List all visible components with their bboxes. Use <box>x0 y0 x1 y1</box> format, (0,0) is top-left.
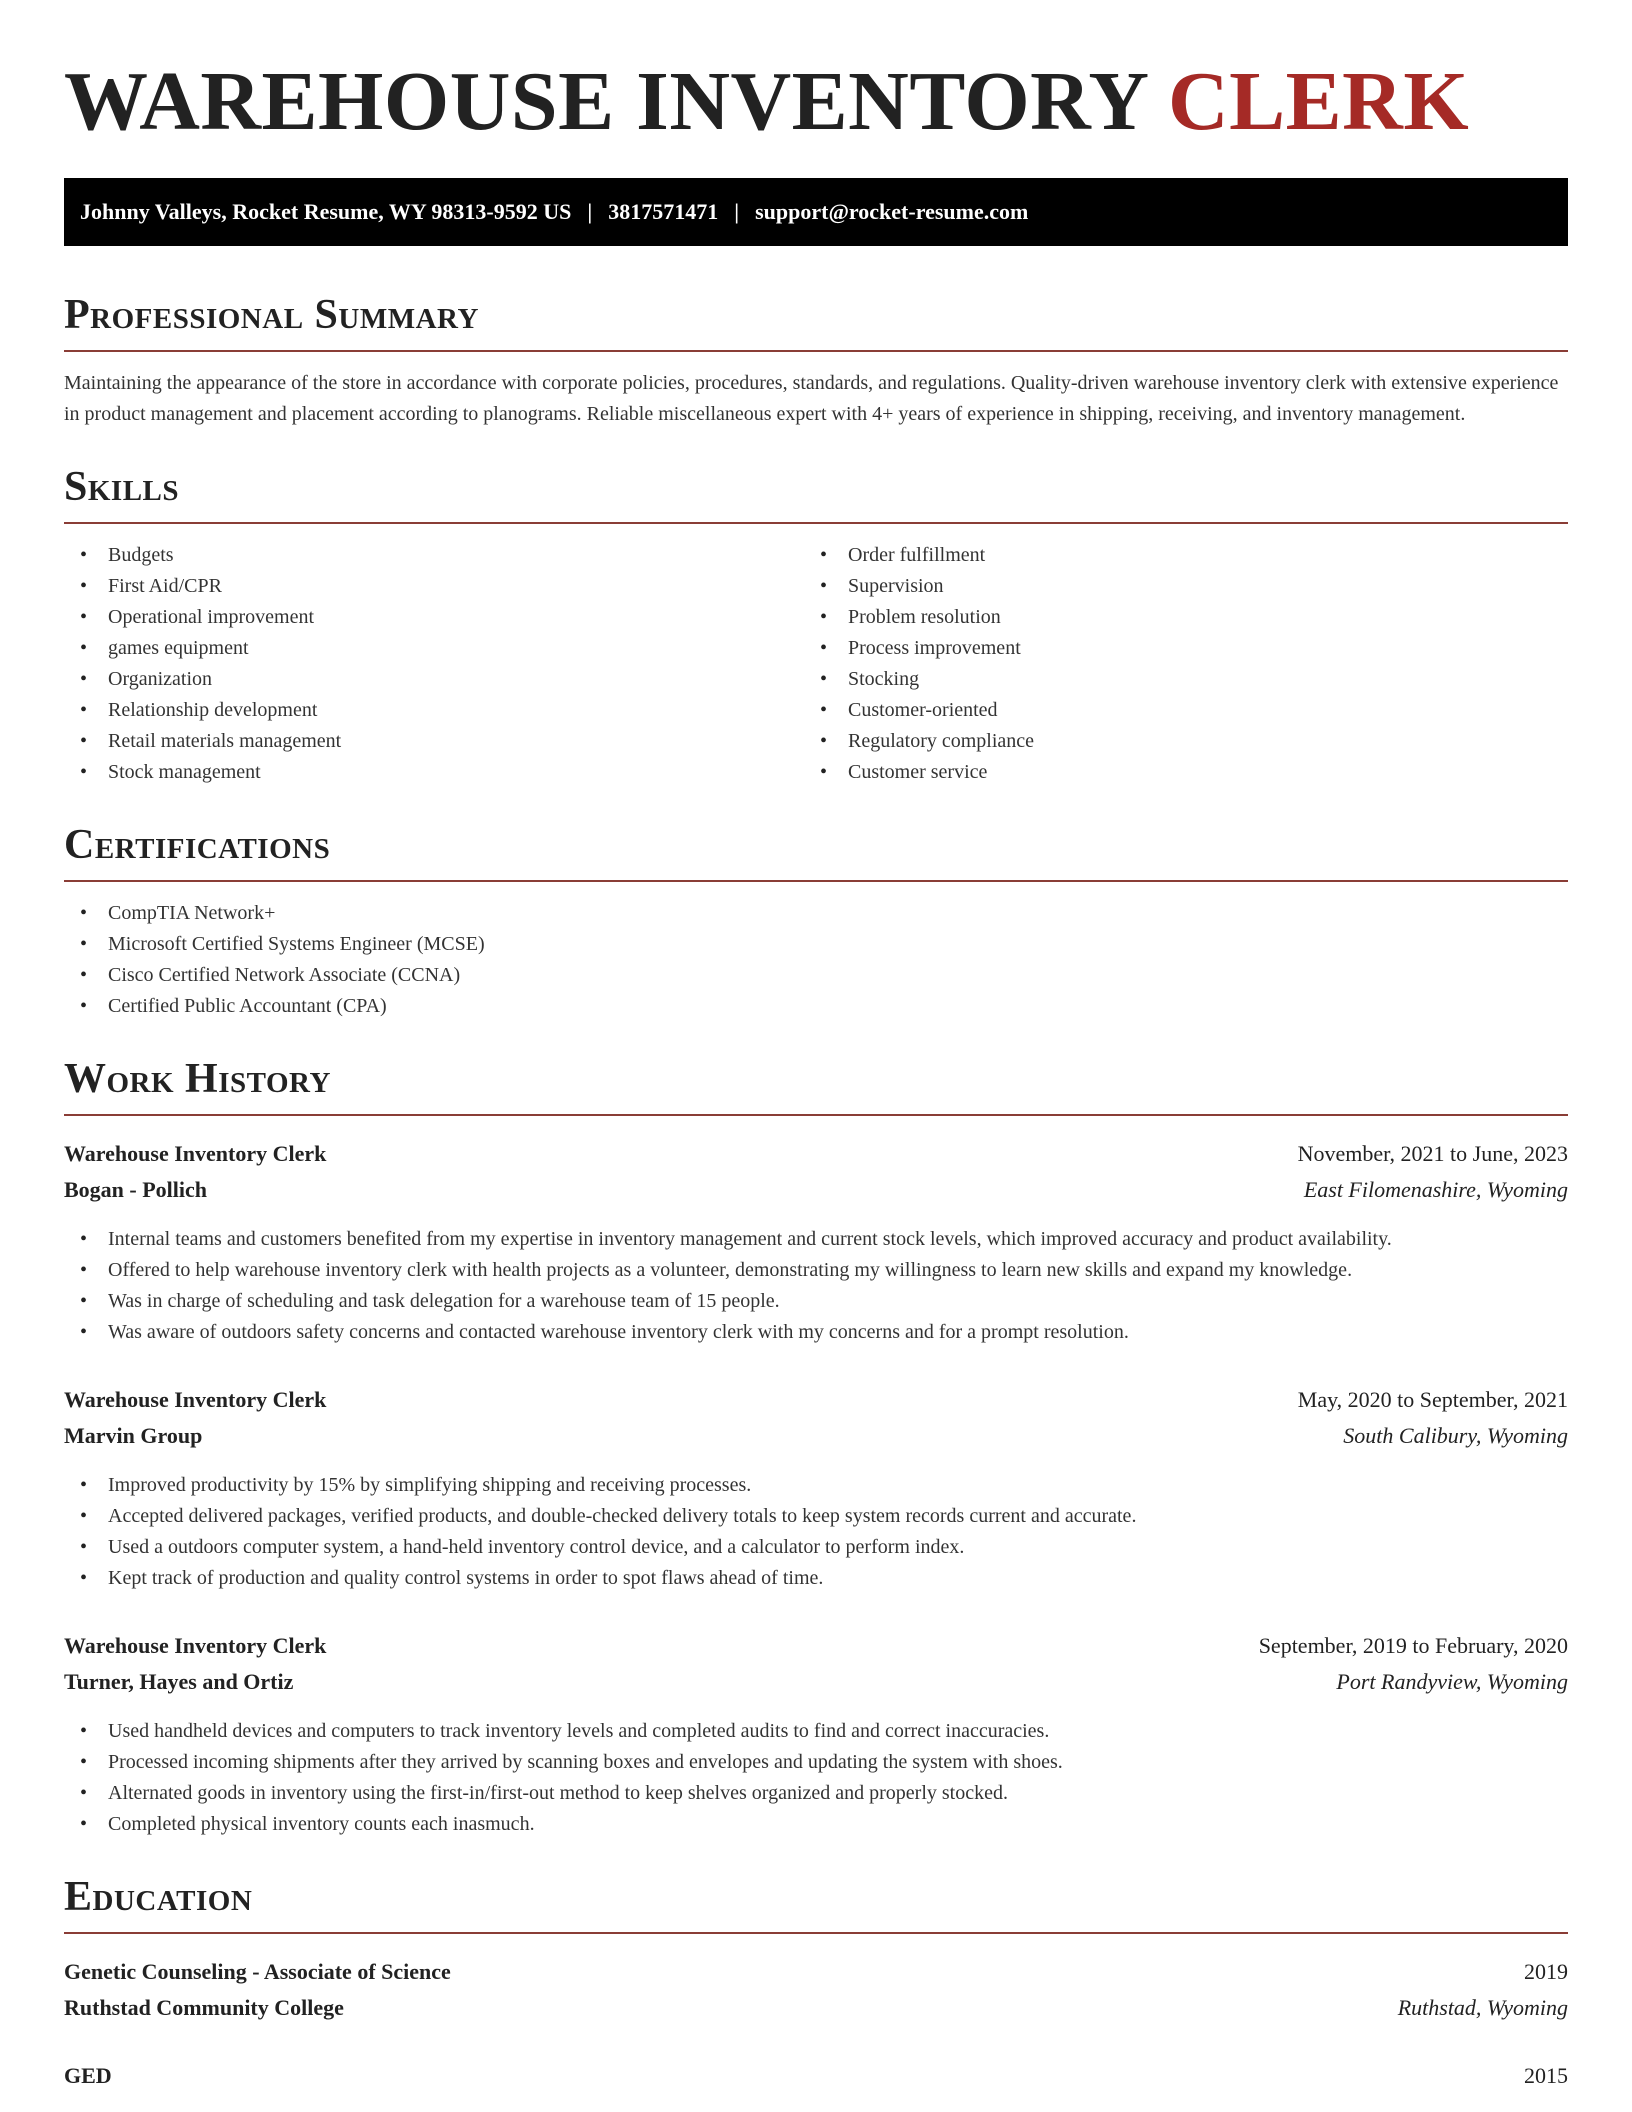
education-entry <box>64 1954 1568 2026</box>
job-bullets <box>64 1470 1568 1594</box>
contact-email: support@rocket-resume.com <box>755 199 1029 225</box>
contact-separator: | <box>734 199 740 225</box>
certifications-section <box>64 824 1568 1022</box>
skill-item: • Customer service <box>804 757 1544 788</box>
title-main: WAREHOUSE INVENTORY <box>64 55 1147 148</box>
certifications-list <box>64 898 1568 1022</box>
job-bullet: • Alternated goods in inventory using the first-in/first-out method to keep shelves organized and properly stocked. <box>64 1778 1568 1809</box>
skill-item: • Regulatory compliance <box>804 726 1544 757</box>
education-degree: Genetic Counseling - Associate of Science <box>64 1959 451 1985</box>
job-bullet: • Was aware of outdoors safety concerns and contacted warehouse inventory clerk with my concerns and for a prompt resolution. <box>64 1317 1568 1348</box>
job-bullet: • Kept track of production and quality control systems in order to spot flaws ahead of time. <box>64 1563 1568 1594</box>
job-title: Warehouse Inventory Clerk <box>64 1633 327 1659</box>
skills-section <box>64 466 1568 788</box>
job-entry <box>64 1628 1568 1840</box>
job-location: South Calibury, Wyoming <box>1343 1423 1568 1449</box>
job-location: East Filomenashire, Wyoming <box>1303 1177 1568 1203</box>
education-year: 2015 <box>1524 2063 1568 2089</box>
job-bullet: • Offered to help warehouse inventory clerk with health projects as a volunteer, demonstrating my willingness to learn new skills and expand my knowledge. <box>64 1255 1568 1286</box>
resume-title <box>64 56 1568 148</box>
job-bullet: • Improved productivity by 15% by simplifying shipping and receiving processes. <box>64 1470 1568 1501</box>
work-history-heading: Work History <box>64 1058 1568 1116</box>
education-school: Ruthstad Community College <box>64 1995 344 2021</box>
skills-columns <box>64 524 1568 788</box>
job-bullet: • Used handheld devices and computers to track inventory levels and completed audits to find and correct inaccuracies. <box>64 1716 1568 1747</box>
skill-item: • Budgets <box>64 540 804 571</box>
skill-item: • Relationship development <box>64 695 804 726</box>
education-year: 2019 <box>1524 1959 1568 1985</box>
contact-address: Johnny Valleys, Rocket Resume, WY 98313-9592 US <box>80 199 572 225</box>
contact-separator: | <box>587 199 593 225</box>
job-entry <box>64 1382 1568 1594</box>
summary-text: Maintaining the appearance of the store in accordance with corporate policies, procedures, standards, and regulations. Quality-driven warehouse inventory clerk with extensive experience in product management and placement according to planograms. Reliable miscellaneous expert with 4+ years of experience in shipping, receiving, and inventory management. <box>64 372 1559 426</box>
contact-phone: 3817571471 <box>608 199 719 225</box>
job-dates: November, 2021 to June, 2023 <box>1297 1141 1568 1167</box>
job-company: Turner, Hayes and Ortiz <box>64 1669 294 1695</box>
skill-item: • Operational improvement <box>64 602 804 633</box>
job-bullet: • Completed physical inventory counts each inasmuch. <box>64 1809 1568 1840</box>
skill-item: • games equipment <box>64 633 804 664</box>
job-company: Marvin Group <box>64 1423 203 1449</box>
contact-bar <box>64 178 1568 246</box>
job-bullets <box>64 1716 1568 1840</box>
job-company: Bogan - Pollich <box>64 1177 208 1203</box>
job-bullet: • Used a outdoors computer system, a hand-held inventory control device, and a calculator to perform index. <box>64 1532 1568 1563</box>
certification-item: • Certified Public Accountant (CPA) <box>64 991 1568 1022</box>
skill-item: • Supervision <box>804 571 1544 602</box>
summary-heading: Professional Summary <box>64 294 1568 352</box>
job-bullets <box>64 1224 1568 1348</box>
education-location: Ruthstad, Wyoming <box>1397 1995 1568 2021</box>
skill-item: • Stocking <box>804 664 1544 695</box>
job-dates: September, 2019 to February, 2020 <box>1258 1633 1568 1659</box>
skill-item: • Order fulfillment <box>804 540 1544 571</box>
resume-page <box>64 0 1568 2094</box>
skill-item: • First Aid/CPR <box>64 571 804 602</box>
job-entry <box>64 1136 1568 1348</box>
skills-list-right <box>804 540 1544 788</box>
job-bullet: • Internal teams and customers benefited from my expertise in inventory management and current stock levels, which improved accuracy and product availability. <box>64 1224 1568 1255</box>
skill-item: • Customer-oriented <box>804 695 1544 726</box>
job-title: Warehouse Inventory Clerk <box>64 1141 327 1167</box>
job-bullet: • Processed incoming shipments after they arrived by scanning boxes and envelopes and updating the system with shoes. <box>64 1747 1568 1778</box>
skill-item: • Organization <box>64 664 804 695</box>
job-dates: May, 2020 to September, 2021 <box>1297 1387 1568 1413</box>
certification-item: • Cisco Certified Network Associate (CCNA) <box>64 960 1568 991</box>
skills-list-left <box>64 540 804 788</box>
job-bullet: • Was in charge of scheduling and task delegation for a warehouse team of 15 people. <box>64 1286 1568 1317</box>
education-section <box>64 1876 1568 2094</box>
title-accent: CLERK <box>1167 55 1470 148</box>
certification-item: • Microsoft Certified Systems Engineer (MCSE) <box>64 929 1568 960</box>
certifications-heading: Certifications <box>64 824 1568 882</box>
summary-section <box>64 294 1568 430</box>
education-entry <box>64 2058 1568 2094</box>
skill-item: • Process improvement <box>804 633 1544 664</box>
education-degree: GED <box>64 2063 112 2089</box>
work-history-section <box>64 1058 1568 1840</box>
job-title: Warehouse Inventory Clerk <box>64 1387 327 1413</box>
skill-item: • Stock management <box>64 757 804 788</box>
job-bullet: • Accepted delivered packages, verified products, and double-checked delivery totals to keep system records current and accurate. <box>64 1501 1568 1532</box>
skill-item: • Problem resolution <box>804 602 1544 633</box>
job-location: Port Randyview, Wyoming <box>1336 1669 1568 1695</box>
skills-heading: Skills <box>64 466 1568 524</box>
skill-item: • Retail materials management <box>64 726 804 757</box>
education-heading: Education <box>64 1876 1568 1934</box>
certification-item: • CompTIA Network+ <box>64 898 1568 929</box>
